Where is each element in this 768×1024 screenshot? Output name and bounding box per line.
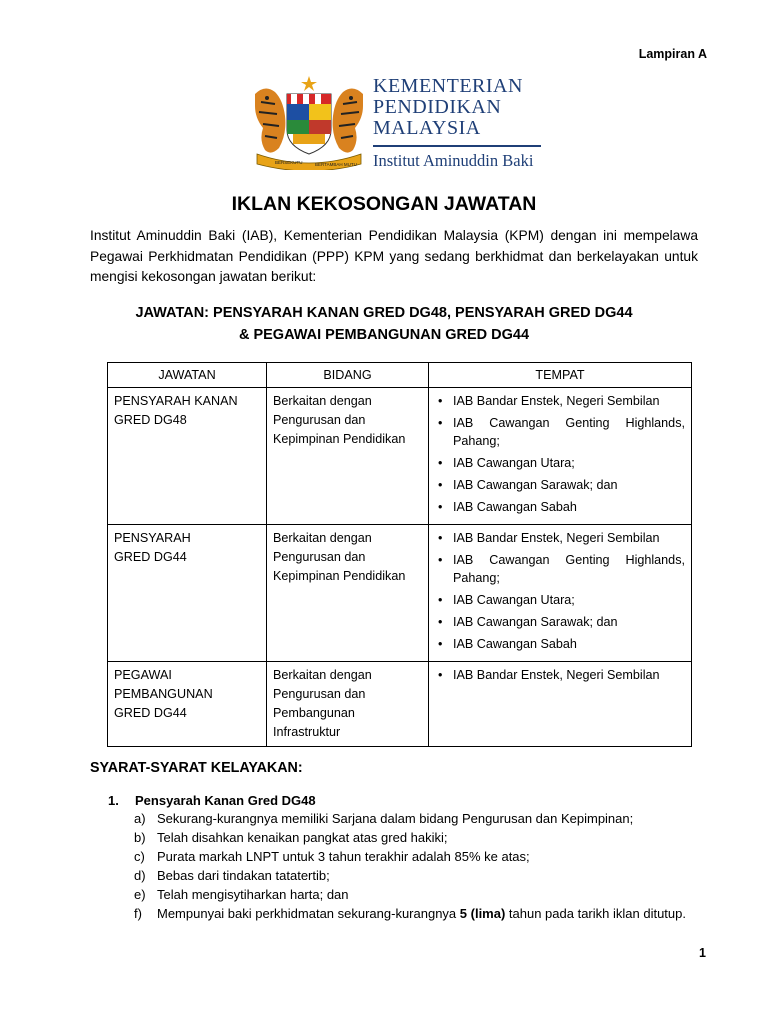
page-number: 1	[699, 946, 706, 960]
cell-tempat	[429, 388, 692, 525]
cell-tempat	[429, 525, 692, 662]
table-row	[108, 525, 692, 662]
list-item: • IAB Cawangan Utara;	[435, 591, 685, 609]
item-label: c)	[134, 849, 145, 864]
institute-name: Institut Aminuddin Baki	[373, 150, 534, 170]
cell-line: Kepimpinan Pendidikan	[273, 569, 406, 583]
list-item	[108, 847, 706, 866]
column-header-jawatan: JAWATAN	[108, 363, 267, 388]
item-text-before: Mempunyai baki perkhidmatan sekurang-kurangnya	[157, 906, 460, 921]
cell-line: PENSYARAH KANAN	[114, 394, 238, 408]
list-item	[108, 866, 706, 885]
malaysia-coat-of-arms-icon	[245, 74, 373, 170]
wordmark-divider	[373, 145, 541, 147]
list-item: • IAB Bandar Enstek, Negeri Sembilan	[435, 392, 685, 410]
location-list	[435, 392, 685, 516]
cell-line: Kepimpinan Pendidikan	[273, 432, 406, 446]
cell-line: Pengurusan dan	[273, 687, 366, 701]
list-item: • IAB Cawangan Sarawak; dan	[435, 613, 685, 631]
requirements-section	[108, 793, 706, 923]
ministry-name-line-3: MALAYSIA	[373, 117, 481, 139]
list-item	[108, 828, 706, 847]
item-text: Sekurang-kurangnya memiliki Sarjana dalam bidang Pengurusan dan Kepimpinan;	[157, 811, 634, 826]
cell-bidang	[267, 388, 429, 525]
table-row	[108, 388, 692, 525]
requirement-list	[108, 809, 706, 923]
ministry-name-line-1: KEMENTERIAN	[373, 75, 523, 97]
cell-line: Berkaitan dengan	[273, 668, 372, 682]
list-item: • IAB Bandar Enstek, Negeri Sembilan	[435, 529, 685, 547]
crest-motto-right: BERTAMBAH MUTU	[315, 162, 357, 167]
cell-line: Berkaitan dengan	[273, 394, 372, 408]
cell-line: Infrastruktur	[273, 725, 341, 739]
item-text: Telah mengisytiharkan harta; dan	[157, 887, 349, 902]
list-item: • IAB Cawangan Sabah	[435, 498, 685, 516]
ministry-wordmark	[373, 76, 541, 171]
cell-line: GRED DG44	[114, 706, 187, 720]
location-list	[435, 666, 685, 684]
item-text: Telah disahkan kenaikan pangkat atas gred hakiki;	[157, 830, 448, 845]
cell-line: Pembangunan	[273, 706, 355, 720]
item-label: a)	[134, 811, 146, 826]
document-title: IKLAN KEKOSONGAN JAWATAN	[231, 193, 537, 215]
position-heading-line-1: JAWATAN: PENSYARAH KANAN GRED DG48, PENSYARAH GRED DG44	[135, 305, 633, 321]
cell-jawatan	[108, 388, 267, 525]
vacancy-table	[107, 362, 692, 747]
cell-line: Pengurusan dan	[273, 413, 366, 427]
item-label: b)	[134, 830, 146, 845]
requirement-title: Pensyarah Kanan Gred DG48	[135, 793, 316, 808]
cell-line: PENSYARAH	[114, 531, 191, 545]
cell-jawatan	[108, 525, 267, 662]
cell-line: GRED DG48	[114, 413, 187, 427]
requirement-position-heading	[108, 793, 706, 808]
column-header-tempat: TEMPAT	[429, 363, 692, 388]
intro-paragraph: Institut Aminuddin Baki (IAB), Kementerian Pendidikan Malaysia (KPM) dengan ini mempelawa Pegawai Perkhidmatan Pendidikan (PPP) KPM yang sedang berkhidmat dan berkelayakan untuk mengisi kekosongan jawatan berikut:	[90, 228, 698, 284]
ministry-header	[245, 74, 545, 174]
table-row	[108, 662, 692, 747]
cell-line: PEMBANGUNAN	[114, 687, 213, 701]
list-item	[108, 904, 706, 923]
ministry-name-line-2: PENDIDIKAN	[373, 96, 502, 118]
table-header-row	[108, 363, 692, 388]
crest-motto-left: BERSEKUTU	[275, 160, 303, 165]
list-item	[108, 809, 706, 828]
requirements-heading: SYARAT-SYARAT KELAYAKAN:	[90, 760, 303, 776]
list-item: • IAB Cawangan Genting Highlands, Pahang;	[435, 414, 685, 450]
cell-line: Berkaitan dengan	[273, 531, 372, 545]
cell-line: PEGAWAI	[114, 668, 172, 682]
cell-bidang	[267, 662, 429, 747]
cell-line: Pengurusan dan	[273, 550, 366, 564]
list-item: • IAB Cawangan Sabah	[435, 635, 685, 653]
list-item	[108, 885, 706, 904]
location-list	[435, 529, 685, 653]
cell-bidang	[267, 525, 429, 662]
list-item: • IAB Cawangan Utara;	[435, 454, 685, 472]
cell-line: GRED DG44	[114, 550, 187, 564]
column-header-bidang: BIDANG	[267, 363, 429, 388]
list-item: • IAB Cawangan Sarawak; dan	[435, 476, 685, 494]
requirement-number: 1.	[108, 793, 119, 808]
list-item: • IAB Bandar Enstek, Negeri Sembilan	[435, 666, 685, 684]
item-label: e)	[134, 887, 146, 902]
cell-tempat	[429, 662, 692, 747]
item-label: f)	[134, 906, 142, 921]
item-text-bold: 5 (lima)	[459, 906, 506, 921]
cell-jawatan	[108, 662, 267, 747]
position-heading	[0, 302, 768, 346]
list-item: • IAB Cawangan Genting Highlands, Pahang;	[435, 551, 685, 587]
item-text-after: tahun pada tarikh iklan ditutup.	[505, 906, 686, 921]
item-text: Bebas dari tindakan tatatertib;	[157, 868, 330, 883]
item-text: Purata markah LNPT untuk 3 tahun terakhir adalah 85% ke atas;	[157, 849, 530, 864]
annex-label: Lampiran A	[638, 47, 707, 61]
position-heading-line-2: & PEGAWAI PEMBANGUNAN GRED DG44	[238, 327, 530, 343]
item-label: d)	[134, 868, 146, 883]
